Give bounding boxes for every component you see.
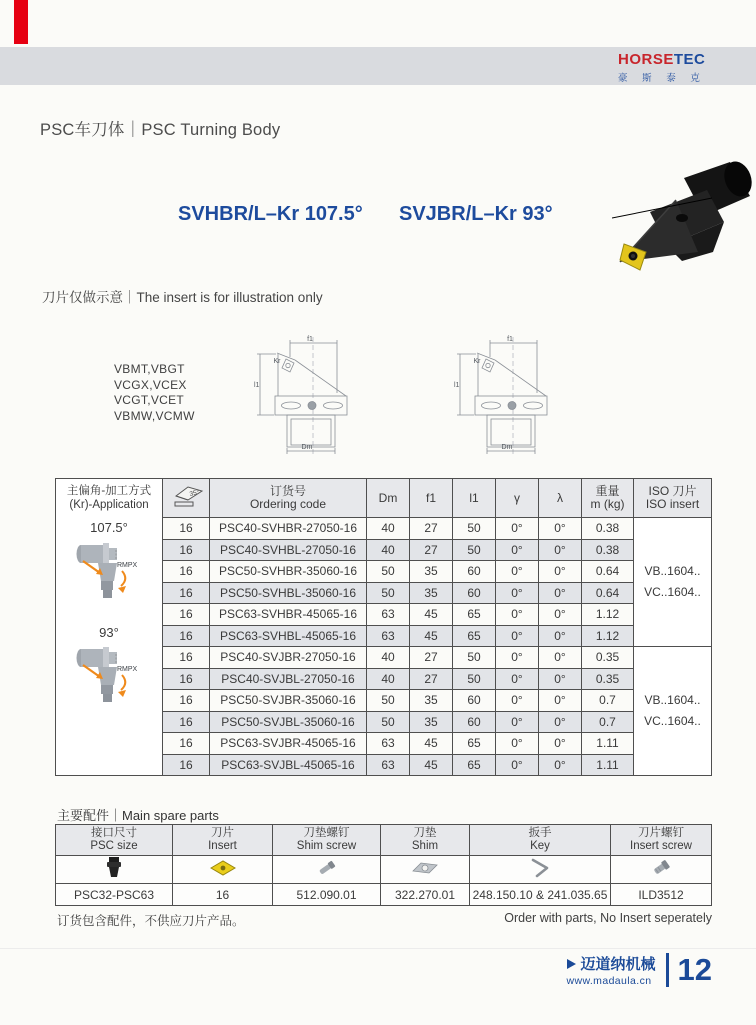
order-note-cn: 订货包含配件，不供应刀片产品。 <box>57 914 245 928</box>
cell-gamma: 0° <box>496 733 539 755</box>
col-psc-size-cn: 接口尺寸 <box>91 826 137 839</box>
cell-l1: 65 <box>453 604 496 626</box>
cell-l1: 60 <box>453 711 496 733</box>
col-insert-screw-cn: 刀片螺钉 <box>638 826 684 839</box>
cell-weight: 0.38 <box>582 518 634 540</box>
col-shim-cn: 刀垫 <box>413 826 437 839</box>
col-key-cn: 扳手 <box>528 826 552 839</box>
cell-dm: 63 <box>367 754 410 776</box>
col-insert-screw <box>611 825 712 856</box>
iso-insert-label: VB..1604.. <box>644 692 701 707</box>
cell-l1: 50 <box>453 539 496 561</box>
cell-gamma: 0° <box>496 539 539 561</box>
col-lambda: λ <box>539 479 582 518</box>
cell-size: 16 <box>163 711 210 733</box>
cell-code: PSC40-SVHBR-27050-16 <box>210 518 367 540</box>
cell-lambda: 0° <box>539 561 582 583</box>
cell-dm: 50 <box>367 561 410 583</box>
cell-lambda: 0° <box>539 647 582 669</box>
application-header-cn: 主偏角-加工方式 <box>66 485 152 497</box>
cell-gamma: 0° <box>496 582 539 604</box>
footer-bar <box>666 953 669 987</box>
cell-size: 16 <box>163 690 210 712</box>
cell-size: 16 <box>163 647 210 669</box>
cell-f1: 45 <box>410 754 453 776</box>
product-title-1: SVHBR/L–Kr 107.5° <box>178 203 363 225</box>
cell-weight: 0.38 <box>582 539 634 561</box>
shim-icon <box>410 856 440 880</box>
col-key <box>470 825 611 856</box>
order-note-en: Order with parts, No Insert seperately <box>504 911 712 925</box>
spec-table-wrap <box>55 478 712 776</box>
shim-screw-icon <box>314 856 340 880</box>
col-iso-insert <box>634 479 712 518</box>
col-psc-size-en: PSC size <box>90 840 138 852</box>
spec-table <box>55 478 712 776</box>
cell-f1: 27 <box>410 518 453 540</box>
logo-wordmark <box>618 52 712 68</box>
col-weight-en: m (kg) <box>590 497 625 511</box>
col-psc-size <box>56 825 173 856</box>
cell-gamma: 0° <box>496 625 539 647</box>
rmpx-label: RMPX <box>117 666 138 673</box>
logo-text-horse: HORSE <box>618 51 674 68</box>
shim-screw-value: 512.090.01 <box>273 884 381 906</box>
spare-value-row <box>56 884 712 906</box>
col-ordering-code-en: Ordering code <box>249 497 327 511</box>
cell-weight: 0.35 <box>582 647 634 669</box>
insert-type: VBMT,VBGT <box>114 362 185 376</box>
dim-dm-label: Dm <box>501 444 513 451</box>
footer-divider <box>0 948 756 949</box>
iso-insert-label: VB..1604.. <box>644 563 701 578</box>
iso-insert-label: VC..1604.. <box>644 585 701 599</box>
cell-size: 16 <box>163 539 210 561</box>
iso-insert-label: VC..1604.. <box>644 714 701 728</box>
cell-lambda: 0° <box>539 690 582 712</box>
cell-dm: 40 <box>367 539 410 561</box>
cell-iso-insert <box>634 647 712 776</box>
cell-code: PSC50-SVHBL-35060-16 <box>210 582 367 604</box>
key-icon <box>526 856 554 880</box>
insert-type: VCGX,VCEX <box>114 377 187 392</box>
insert-angle-label: 35° <box>188 488 201 498</box>
dim-l1-label: l1 <box>454 382 460 389</box>
dim-l1-label: l1 <box>254 382 260 389</box>
cell-f1: 35 <box>410 561 453 583</box>
key-value: 248.150.10 & 241.035.65 <box>470 884 611 906</box>
col-insert-screw-en: Insert screw <box>630 840 692 852</box>
cell-size: 16 <box>163 733 210 755</box>
spare-cell <box>381 856 470 884</box>
holder-icon <box>101 856 127 880</box>
spare-table-wrap <box>55 824 712 906</box>
horsetec-logo <box>618 52 712 84</box>
cell-code: PSC63-SVJBL-45065-16 <box>210 754 367 776</box>
cell-l1: 60 <box>453 561 496 583</box>
spec-table-header-row <box>56 479 712 518</box>
psc-size-value: PSC32-PSC63 <box>56 884 173 906</box>
col-iso-en: ISO insert <box>645 497 700 511</box>
col-dm: Dm <box>367 479 410 518</box>
cell-gamma: 0° <box>496 604 539 626</box>
cell-weight: 0.35 <box>582 668 634 690</box>
tool-application-photo-1 <box>70 539 146 603</box>
col-iso-cn: ISO 刀片 <box>648 484 697 498</box>
page-footer <box>567 953 713 987</box>
dim-f1-label: f1 <box>507 336 513 343</box>
cell-lambda: 0° <box>539 539 582 561</box>
insert-icon <box>209 856 237 880</box>
col-shim-en: Shim <box>411 840 439 852</box>
cell-gamma: 0° <box>496 561 539 583</box>
col-shim-screw-en: Shim screw <box>296 840 357 852</box>
cell-code: PSC40-SVJBR-27050-16 <box>210 647 367 669</box>
cell-dm: 50 <box>367 711 410 733</box>
cell-gamma: 0° <box>496 668 539 690</box>
cell-weight: 0.64 <box>582 582 634 604</box>
col-weight <box>582 479 634 518</box>
cell-size: 16 <box>163 625 210 647</box>
cell-size: 16 <box>163 668 210 690</box>
col-f1: f1 <box>410 479 453 518</box>
cell-l1: 60 <box>453 690 496 712</box>
tool-application-photo-2 <box>70 643 146 707</box>
cell-code: PSC50-SVJBR-35060-16 <box>210 690 367 712</box>
cell-code: PSC63-SVHBR-45065-16 <box>210 604 367 626</box>
cell-lambda: 0° <box>539 733 582 755</box>
product-title-2: SVJBR/L–Kr 93° <box>399 203 553 225</box>
cell-code: PSC63-SVHBL-45065-16 <box>210 625 367 647</box>
insert-shape-icon <box>166 484 206 510</box>
cell-size: 16 <box>163 582 210 604</box>
cell-f1: 27 <box>410 668 453 690</box>
cell-l1: 50 <box>453 668 496 690</box>
spare-cell <box>56 856 173 884</box>
cell-code: PSC40-SVHBL-27050-16 <box>210 539 367 561</box>
footer-url: www.madaula.cn <box>566 975 652 987</box>
header-band <box>0 47 756 85</box>
logo-text-tec: TEC <box>673 51 706 68</box>
angle-93-label: 93° <box>99 625 119 640</box>
cell-f1: 45 <box>410 625 453 647</box>
corner-red-tab <box>14 0 28 44</box>
cell-code: PSC50-SVJBL-35060-16 <box>210 711 367 733</box>
cell-f1: 35 <box>410 690 453 712</box>
cell-gamma: 0° <box>496 690 539 712</box>
cell-size: 16 <box>163 604 210 626</box>
cell-l1: 50 <box>453 647 496 669</box>
spare-icon-row <box>56 856 712 884</box>
angle-107-label: 107.5° <box>90 520 128 535</box>
cell-l1: 65 <box>453 733 496 755</box>
insert-value: 16 <box>173 884 273 906</box>
main-table-body <box>56 479 712 776</box>
col-shim-screw-cn: 刀垫螺钉 <box>303 826 350 839</box>
cell-lambda: 0° <box>539 518 582 540</box>
cell-l1: 65 <box>453 754 496 776</box>
col-shim-screw <box>273 825 381 856</box>
cell-weight: 0.7 <box>582 711 634 733</box>
cell-lambda: 0° <box>539 711 582 733</box>
cell-lambda: 0° <box>539 604 582 626</box>
cell-dm: 63 <box>367 604 410 626</box>
col-insert-en: Insert <box>208 840 237 852</box>
cell-gamma: 0° <box>496 754 539 776</box>
cell-f1: 27 <box>410 647 453 669</box>
cell-l1: 60 <box>453 582 496 604</box>
insert-screw-value: ILD3512 <box>611 884 712 906</box>
page-title: PSC车刀体｜PSC Turning Body <box>40 121 281 139</box>
col-weight-cn: 重量 <box>595 484 620 498</box>
page-number: 12 <box>677 952 712 987</box>
dim-f1-label: f1 <box>307 336 313 343</box>
cell-code: PSC50-SVHBR-35060-16 <box>210 561 367 583</box>
cell-code: PSC63-SVJBR-45065-16 <box>210 733 367 755</box>
spare-cell <box>470 856 611 884</box>
logo-chinese: 豪 斯 泰 克 <box>618 73 706 84</box>
col-key-en: Key <box>530 840 550 852</box>
spare-cell <box>611 856 712 884</box>
product-photo <box>612 160 752 285</box>
cell-gamma: 0° <box>496 711 539 733</box>
cell-f1: 45 <box>410 733 453 755</box>
col-insert <box>173 825 273 856</box>
cell-size: 16 <box>163 561 210 583</box>
footer-company: 迈道纳机械 <box>580 956 656 973</box>
cell-gamma: 0° <box>496 647 539 669</box>
play-triangle-icon <box>567 959 576 969</box>
application-header <box>56 484 162 512</box>
shim-value: 322.270.01 <box>381 884 470 906</box>
cell-weight: 0.7 <box>582 690 634 712</box>
cell-dm: 63 <box>367 625 410 647</box>
col-l1: l1 <box>453 479 496 518</box>
cell-weight: 1.12 <box>582 604 634 626</box>
dim-kr-label: Kr <box>273 358 281 365</box>
cell-weight: 1.11 <box>582 754 634 776</box>
dim-dm-label: Dm <box>301 444 313 451</box>
spare-header-row <box>56 825 712 856</box>
cell-l1: 50 <box>453 518 496 540</box>
spare-cell <box>273 856 381 884</box>
cell-dm: 40 <box>367 668 410 690</box>
cell-weight: 0.64 <box>582 561 634 583</box>
cell-size: 16 <box>163 754 210 776</box>
cell-weight: 1.11 <box>582 733 634 755</box>
spare-cell <box>173 856 273 884</box>
cell-dm: 50 <box>367 690 410 712</box>
cell-code: PSC40-SVJBL-27050-16 <box>210 668 367 690</box>
cell-iso-insert <box>634 518 712 647</box>
cell-size: 16 <box>163 518 210 540</box>
cell-f1: 45 <box>410 604 453 626</box>
cell-gamma: 0° <box>496 518 539 540</box>
technical-drawing-107 <box>250 333 366 461</box>
cell-weight: 1.12 <box>582 625 634 647</box>
application-column <box>56 479 163 776</box>
dim-kr-label: Kr <box>473 358 481 365</box>
cell-lambda: 0° <box>539 582 582 604</box>
technical-drawing-93 <box>450 333 566 461</box>
cell-f1: 27 <box>410 539 453 561</box>
cell-dm: 40 <box>367 518 410 540</box>
insert-types-list <box>114 362 195 424</box>
cell-dm: 63 <box>367 733 410 755</box>
col-ordering-code <box>210 479 367 518</box>
cell-lambda: 0° <box>539 668 582 690</box>
spare-parts-title: 主要配件｜Main spare parts <box>57 808 219 823</box>
col-gamma: γ <box>496 479 539 518</box>
insert-screw-icon <box>648 856 674 880</box>
col-shim <box>381 825 470 856</box>
col-ordering-code-cn: 订货号 <box>269 484 306 498</box>
col-insert-cn: 刀片 <box>211 826 234 839</box>
rmpx-label: RMPX <box>117 562 138 569</box>
col-insert-icon <box>163 479 210 518</box>
cell-lambda: 0° <box>539 625 582 647</box>
application-header-en: (Kr)-Application <box>69 499 149 511</box>
cell-dm: 40 <box>367 647 410 669</box>
insert-note: 刀片仅做示意｜The insert is for illustration only <box>42 290 323 305</box>
insert-type: VCGT,VCET <box>114 393 185 407</box>
cell-l1: 65 <box>453 625 496 647</box>
cell-lambda: 0° <box>539 754 582 776</box>
insert-type: VBMW,VCMW <box>114 408 195 423</box>
cell-f1: 35 <box>410 582 453 604</box>
cell-dm: 50 <box>367 582 410 604</box>
spare-parts-table <box>55 824 712 906</box>
cell-f1: 35 <box>410 711 453 733</box>
